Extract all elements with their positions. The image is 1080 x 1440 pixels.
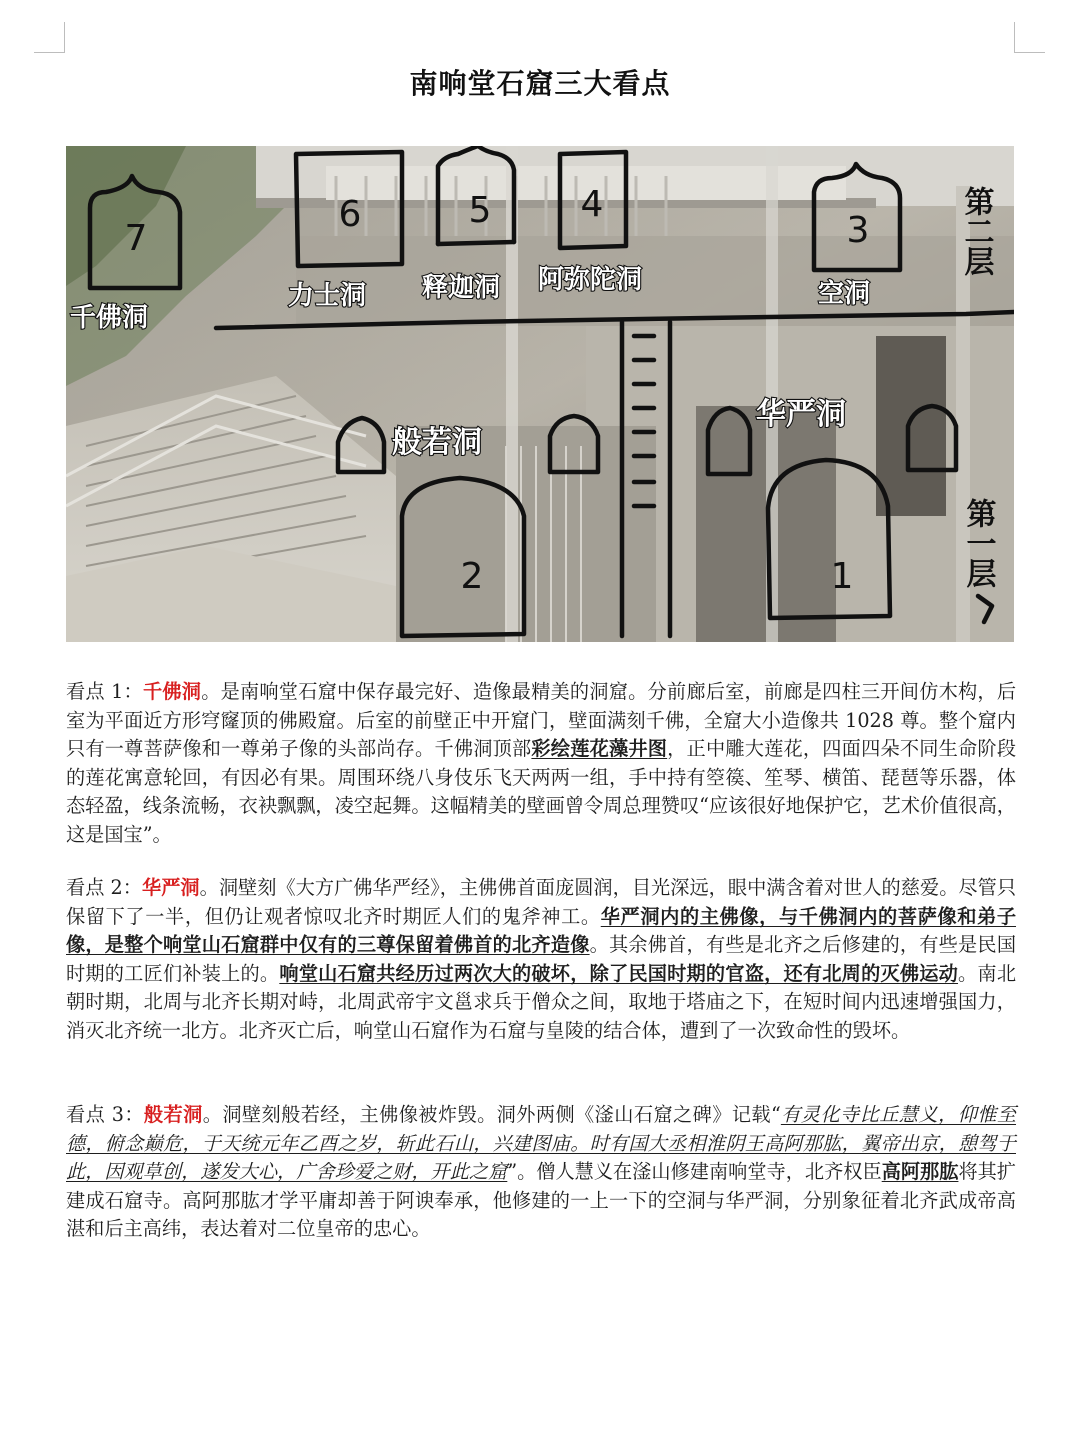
section-3-quote: 有灵化寺比丘慧义，仰惟至德，俯念巅危，于天统元年乙酉之岁，斩此石山，兴建图庙。时有国大丞相淮阴王高阿那肱，翼帝出京，憩驾于此，因观草创，遂发大心，广舍珍爱之财，开此之窟 (66, 1103, 1017, 1184)
cave-number-6: 6 (338, 194, 362, 235)
section-2-paragraph (66, 874, 1016, 1046)
section-2-emphasis: 华严洞内的主佛像，与千佛洞内的菩萨像和弟子像，是整个响堂山石窟群中仅有的三尊保留着佛首的北齐造像 (66, 904, 1017, 957)
section-3-emphasis: 高阿那肱 (881, 1160, 959, 1184)
cave-number-5: 5 (468, 190, 492, 231)
section-2-text: 。南北朝时期，北周与北齐长期对峙，北周武帝宇文邕求兵于僧众之间，取地于塔庙之下，在短时间内迅速增强国力，消灭北齐统一北方。北齐灭亡后，响堂山石窟作为石窟与皇陵的结合体，遭到了一次致命性的毁坏。 (66, 961, 1017, 1042)
cave-number-3: 3 (846, 210, 870, 251)
section-3-prefix: 看点 3： (66, 1103, 144, 1126)
section-1-prefix: 看点 1： (66, 680, 143, 703)
section-1-text: 。是南响堂石窟中保存最完好、造像最精美的洞窟。分前廊后室，前廊是四柱三开间仿木构，后室为平面近方形穹窿顶的佛殿窟。后室的前壁正中开窟门，壁面满刻千佛，全窟大小造像共 1028 尊。整个窟内只有一尊菩萨像和一尊弟子像的头部尚存。千佛洞顶部 (66, 680, 1017, 761)
cave-number-1: 1 (830, 556, 854, 597)
label-kong-cave: 空洞 (818, 279, 871, 309)
page-corner-mark (34, 22, 65, 53)
section-2-text: 。其余佛首，有些是北齐之后修建的，有些是民国时期的工匠们补装上的。 (66, 933, 1017, 985)
cave-number-7: 7 (124, 218, 148, 259)
section-3-text: ”。僧人慧义在滏山修建南响堂寺，北齐权臣 (507, 1160, 882, 1184)
label-bore-cave: 般若洞 (392, 425, 482, 460)
section-1-paragraph (66, 678, 1016, 850)
section-3-text: 将其扩建成石窟寺。高阿那肱才学平庸却善于阿谀奉承，他修建的一上一下的空洞与华严洞，分别象征着北齐武成帝高湛和后主高纬，表达着对二位皇帝的忠心。 (66, 1160, 1016, 1241)
label-huayan-cave: 华严洞 (756, 397, 846, 432)
section-2-prefix: 看点 2： (66, 876, 142, 899)
cave-number-2: 2 (460, 556, 484, 597)
label-second-floor: 第二层 (958, 186, 994, 276)
page-corner-mark (1014, 22, 1045, 53)
section-1-cave-name: 千佛洞 (142, 680, 202, 703)
label-first-floor: 第一层 (960, 498, 996, 588)
section-2-text: 。洞壁刻《大方广佛华严经》，主佛佛首面庞圆润，目光深远，眼中满含着对世人的慈爱。尽管只保留下了一半，但仍让观者惊叹北齐时期匠人们的鬼斧神工。 (66, 876, 1017, 928)
section-2-emphasis: 响堂山石窟共经历过两次大的破坏，除了民国时期的官盗，还有北周的灭佛运动 (279, 961, 959, 985)
section-2-cave-name: 华严洞 (141, 876, 200, 899)
section-3-text: 。洞壁刻般若经，主佛像被炸毁。洞外两侧《滏山石窟之碑》记载“ (202, 1103, 781, 1126)
section-3-cave-name: 般若洞 (143, 1103, 203, 1126)
cave-number-4: 4 (580, 184, 604, 225)
label-lishi-cave: 力士洞 (288, 281, 367, 311)
label-amituo-cave: 阿弥陀洞 (538, 265, 643, 295)
section-1-text: ，正中雕大莲花，四面四朵不同生命阶段的莲花寓意轮回，有因必有果。周围环绕八身伎乐飞天两两一组，手中持有箜篌、笙琴、横笛、琵琶等乐器，体态轻盈，线条流畅，衣袂飘飘，凌空起舞。这幅精美的壁画曾令周总理赞叹“应该很好地保护它，艺术价值很高，这是国宝”。 (66, 737, 1017, 846)
page-title: 南响堂石窟三大看点 (409, 67, 671, 100)
label-qianfo-cave: 千佛洞 (70, 303, 149, 333)
section-3-paragraph (66, 1101, 1016, 1244)
cave-photo (66, 146, 1014, 642)
label-shijia-cave: 释迦洞 (422, 273, 501, 303)
section-1-emphasis: 彩绘莲花藻井图 (531, 737, 668, 761)
